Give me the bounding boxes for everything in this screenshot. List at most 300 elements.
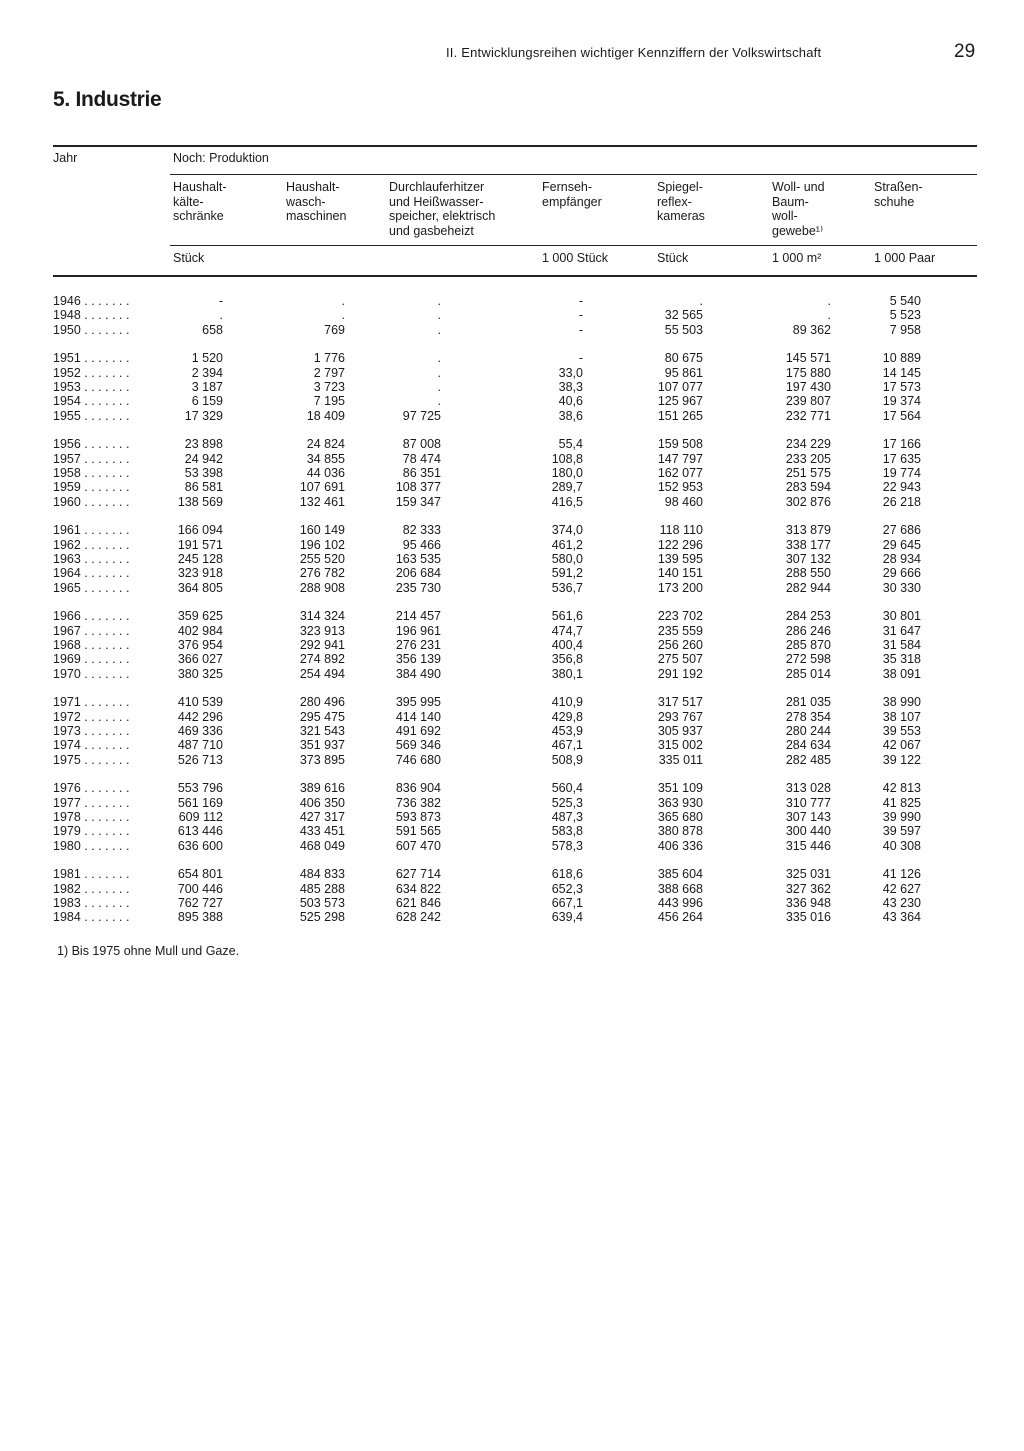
table-cell-schuhe: 17 573 — [882, 380, 921, 394]
column-header-gewebe: Woll- und Baum- woll- gewebe¹⁾ — [772, 180, 825, 238]
table-cell-schuhe: 38 990 — [882, 695, 921, 710]
table-cell-schuhe: 5 540 — [889, 294, 921, 308]
table-cell-kuehl: 553 796 — [177, 781, 223, 796]
table-cell-spiegel: 293 767 — [657, 709, 703, 724]
table-cell-kuehl: 166 094 — [177, 523, 223, 538]
table-cell-wasch: 503 573 — [299, 896, 345, 910]
row-year: 1967 . . . . . . . — [53, 623, 130, 638]
table-cell-durchlauf: 607 470 — [395, 838, 441, 853]
table-cell-durchlauf: . — [437, 394, 441, 409]
table-cell-kuehl: 658 — [202, 322, 223, 337]
table-cell-wasch: 2 797 — [313, 365, 345, 380]
table-cell-durchlauf: 395 995 — [395, 695, 441, 710]
table-cell-fernseh: 639,4 — [551, 910, 583, 925]
column-header-durchlauferhitzer: Durchlauferhitzer und Heißwasser- speicher, elektrisch und gasbeheizt — [389, 180, 496, 238]
unit-1000-paar: 1 000 Paar — [874, 251, 936, 265]
table-cell-durchlauf: 163 535 — [395, 552, 441, 566]
table-cell-durchlauf: 78 474 — [402, 451, 441, 466]
table-cell-fernseh: 618,6 — [551, 867, 583, 882]
table-cell-wasch: 321 543 — [299, 724, 345, 738]
table-cell-schuhe: 26 218 — [882, 494, 921, 509]
table-cell-schuhe: 17 166 — [882, 437, 921, 452]
page-number: 29 — [954, 41, 976, 62]
table-cell-woll: 307 132 — [785, 552, 831, 566]
table-header-bottom-rule — [53, 275, 977, 277]
table-cell-wasch: 314 324 — [299, 609, 345, 624]
table-cell-spiegel: 118 110 — [659, 523, 703, 538]
table-cell-fernseh: 580,0 — [551, 552, 583, 566]
table-cell-kuehl: 3 187 — [191, 380, 223, 394]
table-cell-woll: 233 205 — [785, 451, 831, 466]
table-cell-kuehl: 6 159 — [191, 394, 223, 409]
table-cell-spiegel: 256 260 — [657, 638, 703, 652]
table-cell-woll: 283 594 — [785, 480, 831, 495]
table-cell-kuehl: 364 805 — [177, 580, 223, 595]
row-year: 1982 . . . . . . . — [53, 881, 130, 896]
table-cell-spiegel: 456 264 — [657, 910, 703, 925]
table-cell-fernseh: 453,9 — [551, 724, 583, 738]
row-year: 1948 . . . . . . . — [53, 308, 130, 323]
table-cell-woll: 300 440 — [785, 824, 831, 839]
table-cell-kuehl: 613 446 — [177, 824, 223, 839]
table-cell-fernseh: 591,2 — [551, 566, 583, 581]
table-cell-durchlauf: 591 565 — [395, 824, 441, 839]
unit-1000-m2: 1 000 m² — [772, 251, 822, 265]
table-cell-kuehl: 359 625 — [177, 609, 223, 624]
table-cell-spiegel: 317 517 — [657, 695, 703, 710]
table-cell-wasch: . — [341, 308, 345, 323]
table-cell-durchlauf: 628 242 — [395, 910, 441, 925]
table-cell-wasch: 351 937 — [299, 738, 345, 753]
table-cell-woll: 285 014 — [785, 666, 831, 681]
table-cell-wasch: 292 941 — [299, 638, 345, 652]
table-cell-schuhe: 14 145 — [882, 365, 921, 380]
row-year: 1950 . . . . . . . — [53, 322, 130, 337]
table-cell-fernseh: 416,5 — [551, 494, 583, 509]
table-cell-spiegel: 385 604 — [657, 867, 703, 882]
table-cell-kuehl: 895 388 — [177, 910, 223, 925]
table-cell-fernseh: 180,0 — [551, 466, 583, 480]
table-cell-fernseh: 380,1 — [551, 666, 583, 681]
table-cell-kuehl: 53 398 — [184, 466, 223, 480]
table-cell-durchlauf: . — [437, 380, 441, 394]
table-cell-schuhe: 41 825 — [882, 795, 921, 810]
table-cell-woll: 286 246 — [785, 623, 831, 638]
row-year: 1970 . . . . . . . — [53, 666, 130, 681]
table-cell-wasch: 406 350 — [299, 795, 345, 810]
table-cell-durchlauf: 491 692 — [395, 724, 441, 738]
row-year: 1962 . . . . . . . — [53, 537, 130, 552]
row-year: 1954 . . . . . . . — [53, 394, 130, 409]
table-cell-wasch: 44 036 — [306, 466, 345, 480]
table-cell-fernseh: 536,7 — [551, 580, 583, 595]
row-year: 1971 . . . . . . . — [53, 695, 130, 710]
table-cell-woll: 284 253 — [785, 609, 831, 624]
table-cell-fernseh: 487,3 — [551, 810, 583, 824]
row-year: 1979 . . . . . . . — [53, 824, 130, 839]
table-cell-fernseh: 560,4 — [551, 781, 583, 796]
table-cell-kuehl: 86 581 — [184, 480, 223, 495]
table-cell-durchlauf: 82 333 — [402, 523, 441, 538]
table-cell-schuhe: 42 813 — [882, 781, 921, 796]
table-cell-schuhe: 31 647 — [882, 623, 921, 638]
table-cell-wasch: 107 691 — [299, 480, 345, 495]
table-cell-woll: . — [827, 308, 831, 323]
table-cell-woll: 197 430 — [785, 380, 831, 394]
table-cell-durchlauf: . — [437, 365, 441, 380]
table-cell-wasch: 525 298 — [299, 910, 345, 925]
group-header-rule — [170, 174, 977, 175]
table-cell-kuehl: 2 394 — [191, 365, 223, 380]
row-year: 1958 . . . . . . . — [53, 466, 130, 480]
table-cell-schuhe: 39 990 — [882, 810, 921, 824]
row-year: 1953 . . . . . . . — [53, 380, 130, 394]
table-cell-schuhe: 38 107 — [882, 709, 921, 724]
row-year: 1951 . . . . . . . — [53, 351, 130, 366]
table-cell-kuehl: 442 296 — [177, 709, 223, 724]
row-year: 1976 . . . . . . . — [53, 781, 130, 796]
table-cell-spiegel: 107 077 — [657, 380, 703, 394]
row-year: 1969 . . . . . . . — [53, 652, 130, 667]
table-cell-spiegel: 275 507 — [657, 652, 703, 667]
row-year: 1972 . . . . . . . — [53, 709, 130, 724]
row-year: 1983 . . . . . . . — [53, 896, 130, 910]
table-cell-woll: 325 031 — [785, 867, 831, 882]
row-year: 1984 . . . . . . . — [53, 910, 130, 925]
table-cell-fernseh: 667,1 — [551, 896, 583, 910]
table-cell-kuehl: 191 571 — [177, 537, 223, 552]
row-year: 1965 . . . . . . . — [53, 580, 130, 595]
table-cell-woll: 302 876 — [785, 494, 831, 509]
table-cell-schuhe: 39 597 — [882, 824, 921, 839]
table-cell-wasch: 288 908 — [299, 580, 345, 595]
row-year: 1959 . . . . . . . — [53, 480, 130, 495]
table-cell-spiegel: 388 668 — [657, 881, 703, 896]
table-cell-spiegel: 365 680 — [657, 810, 703, 824]
row-year: 1963 . . . . . . . — [53, 552, 130, 566]
table-cell-schuhe: 38 091 — [882, 666, 921, 681]
table-cell-kuehl: 380 325 — [177, 666, 223, 681]
table-cell-woll: . — [827, 294, 831, 308]
table-cell-wasch: 295 475 — [299, 709, 345, 724]
table-cell-kuehl: 23 898 — [184, 437, 223, 452]
table-cell-durchlauf: 235 730 — [395, 580, 441, 595]
table-cell-schuhe: 30 330 — [882, 580, 921, 595]
table-cell-durchlauf: 627 714 — [395, 867, 441, 882]
column-header-waschmaschinen: Haushalt- wasch- maschinen — [286, 180, 347, 223]
year-column-header: Jahr — [53, 151, 78, 165]
table-cell-woll: 335 016 — [785, 910, 831, 925]
table-cell-spiegel: 147 797 — [657, 451, 703, 466]
table-cell-fernseh: - — [578, 308, 583, 323]
row-year: 1956 . . . . . . . — [53, 437, 130, 452]
row-year: 1980 . . . . . . . — [53, 838, 130, 853]
table-cell-schuhe: 31 584 — [882, 638, 921, 652]
table-cell-spiegel: . — [699, 294, 703, 308]
table-cell-durchlauf: 159 347 — [395, 494, 441, 509]
table-cell-durchlauf: 736 382 — [395, 795, 441, 810]
table-cell-wasch: 254 494 — [299, 666, 345, 681]
table-cell-wasch: 276 782 — [299, 566, 345, 581]
table-cell-durchlauf: 86 351 — [402, 466, 441, 480]
table-cell-durchlauf: . — [437, 322, 441, 337]
table-cell-schuhe: 28 934 — [882, 552, 921, 566]
table-cell-kuehl: 376 954 — [177, 638, 223, 652]
table-cell-woll: 310 777 — [785, 795, 831, 810]
table-cell-schuhe: 27 686 — [882, 523, 921, 538]
table-cell-wasch: 484 833 — [299, 867, 345, 882]
table-cell-kuehl: 487 710 — [177, 738, 223, 753]
table-cell-kuehl: 402 984 — [177, 623, 223, 638]
table-cell-schuhe: 10 889 — [882, 351, 921, 366]
table-cell-durchlauf: 196 961 — [395, 623, 441, 638]
group-header: Noch: Produktion — [173, 151, 269, 165]
table-cell-wasch: 280 496 — [299, 695, 345, 710]
table-cell-durchlauf: 621 846 — [395, 896, 441, 910]
row-year: 1957 . . . . . . . — [53, 451, 130, 466]
table-cell-fernseh: 578,3 — [551, 838, 583, 853]
table-cell-wasch: 255 520 — [299, 552, 345, 566]
table-cell-wasch: 468 049 — [299, 838, 345, 853]
table-cell-schuhe: 43 364 — [882, 910, 921, 925]
table-cell-schuhe: 5 523 — [889, 308, 921, 323]
table-cell-kuehl: 526 713 — [177, 752, 223, 767]
table-cell-fernseh: 474,7 — [551, 623, 583, 638]
table-cell-fernseh: 55,4 — [558, 437, 583, 452]
table-cell-wasch: 1 776 — [313, 351, 345, 366]
row-year: 1981 . . . . . . . — [53, 867, 130, 882]
table-cell-fernseh: 410,9 — [551, 695, 583, 710]
table-cell-schuhe: 7 958 — [889, 322, 921, 337]
running-title: II. Entwicklungsreihen wichtiger Kennziffern der Volkswirtschaft — [446, 45, 822, 60]
table-cell-schuhe: 19 374 — [882, 394, 921, 409]
units-top-rule — [170, 245, 977, 246]
table-cell-durchlauf: 384 490 — [395, 666, 441, 681]
table-cell-kuehl: 410 539 — [177, 695, 223, 710]
table-cell-kuehl: 469 336 — [177, 724, 223, 738]
row-year: 1977 . . . . . . . — [53, 795, 130, 810]
table-cell-spiegel: 151 265 — [657, 408, 703, 423]
table-cell-schuhe: 40 308 — [882, 838, 921, 853]
table-cell-woll: 307 143 — [785, 810, 831, 824]
table-cell-fernseh: 40,6 — [558, 394, 583, 409]
table-cell-woll: 336 948 — [785, 896, 831, 910]
table-cell-wasch: 427 317 — [299, 810, 345, 824]
table-cell-schuhe: 35 318 — [882, 652, 921, 667]
table-cell-woll: 89 362 — [792, 322, 831, 337]
table-cell-woll: 288 550 — [785, 566, 831, 581]
table-cell-fernseh: 508,9 — [551, 752, 583, 767]
table-cell-fernseh: - — [578, 294, 583, 308]
table-cell-spiegel: 122 296 — [657, 537, 703, 552]
table-cell-durchlauf: 746 680 — [395, 752, 441, 767]
table-cell-kuehl: . — [219, 308, 223, 323]
table-cell-wasch: 3 723 — [313, 380, 345, 394]
table-cell-woll: 251 575 — [785, 466, 831, 480]
table-cell-spiegel: 95 861 — [664, 365, 703, 380]
table-cell-woll: 284 634 — [785, 738, 831, 753]
table-cell-spiegel: 162 077 — [657, 466, 703, 480]
table-cell-wasch: 196 102 — [299, 537, 345, 552]
table-cell-kuehl: 245 128 — [177, 552, 223, 566]
column-header-kuehlschraenke: Haushalt- kälte- schränke — [173, 180, 227, 223]
table-cell-schuhe: 17 564 — [882, 408, 921, 423]
table-cell-durchlauf: . — [437, 294, 441, 308]
table-top-rule — [53, 145, 977, 147]
table-cell-spiegel: 443 996 — [657, 896, 703, 910]
table-cell-woll: 338 177 — [785, 537, 831, 552]
table-cell-fernseh: 289,7 — [551, 480, 583, 495]
table-cell-woll: 313 879 — [785, 523, 831, 538]
table-cell-kuehl: 323 918 — [177, 566, 223, 581]
table-cell-durchlauf: 356 139 — [395, 652, 441, 667]
table-cell-spiegel: 335 011 — [658, 752, 703, 767]
table-cell-wasch: 132 461 — [299, 494, 345, 509]
table-cell-spiegel: 55 503 — [664, 322, 703, 337]
table-cell-wasch: 274 892 — [299, 652, 345, 667]
table-cell-schuhe: 43 230 — [882, 896, 921, 910]
table-cell-durchlauf: 593 873 — [395, 810, 441, 824]
table-cell-fernseh: 400,4 — [551, 638, 583, 652]
table-cell-kuehl: 561 169 — [177, 795, 223, 810]
table-cell-durchlauf: 634 822 — [395, 881, 441, 896]
table-cell-spiegel: 291 192 — [657, 666, 703, 681]
table-cell-fernseh: 356,8 — [551, 652, 583, 667]
table-cell-woll: 145 571 — [785, 351, 831, 366]
table-cell-spiegel: 223 702 — [657, 609, 703, 624]
table-cell-kuehl: 636 600 — [177, 838, 223, 853]
table-cell-wasch: 24 824 — [306, 437, 345, 452]
table-cell-durchlauf: 836 904 — [395, 781, 441, 796]
table-cell-schuhe: 17 635 — [882, 451, 921, 466]
table-cell-spiegel: 315 002 — [657, 738, 703, 753]
table-cell-durchlauf: . — [437, 351, 441, 366]
table-cell-woll: 278 354 — [785, 709, 831, 724]
table-cell-fernseh: - — [578, 351, 583, 366]
row-year: 1955 . . . . . . . — [53, 408, 130, 423]
table-cell-durchlauf: 206 684 — [395, 566, 441, 581]
column-header-strassenschuhe: Straßen- schuhe — [874, 180, 923, 209]
table-cell-schuhe: 42 627 — [882, 881, 921, 896]
table-cell-durchlauf: 414 140 — [395, 709, 441, 724]
table-cell-durchlauf: 214 457 — [395, 609, 441, 624]
table-cell-woll: 232 771 — [785, 408, 831, 423]
table-cell-spiegel: 173 200 — [657, 580, 703, 595]
table-cell-schuhe: 30 801 — [882, 609, 921, 624]
table-cell-woll: 313 028 — [785, 781, 831, 796]
table-cell-fernseh: 33,0 — [558, 365, 583, 380]
table-cell-spiegel: 139 595 — [657, 552, 703, 566]
column-header-spiegelreflexkameras: Spiegel- reflex- kameras — [657, 180, 705, 223]
table-cell-schuhe: 39 553 — [882, 724, 921, 738]
table-cell-durchlauf: 276 231 — [395, 638, 441, 652]
table-cell-kuehl: 609 112 — [178, 810, 223, 824]
unit-stueck-kameras: Stück — [657, 251, 689, 265]
table-cell-spiegel: 406 336 — [657, 838, 703, 853]
table-cell-woll: 239 807 — [785, 394, 831, 409]
table-cell-fernseh: 467,1 — [551, 738, 583, 753]
table-cell-woll: 327 362 — [785, 881, 831, 896]
table-cell-schuhe: 29 666 — [882, 566, 921, 581]
table-cell-woll: 285 870 — [785, 638, 831, 652]
column-header-fernsehempfaenger: Fernseh- empfänger — [542, 180, 602, 209]
table-cell-woll: 175 880 — [785, 365, 831, 380]
table-cell-kuehl: 24 942 — [184, 451, 223, 466]
table-cell-wasch: 7 195 — [313, 394, 345, 409]
row-year: 1961 . . . . . . . — [53, 523, 130, 538]
table-cell-schuhe: 39 122 — [882, 752, 921, 767]
table-cell-durchlauf: . — [437, 308, 441, 323]
table-cell-kuehl: 700 446 — [177, 881, 223, 896]
table-cell-kuehl: 366 027 — [177, 652, 223, 667]
table-cell-fernseh: 38,6 — [558, 408, 583, 423]
table-cell-woll: 282 944 — [785, 580, 831, 595]
table-cell-schuhe: 22 943 — [882, 480, 921, 495]
row-year: 1960 . . . . . . . — [53, 494, 130, 509]
table-cell-spiegel: 125 967 — [657, 394, 703, 409]
table-cell-durchlauf: 97 725 — [402, 408, 441, 423]
table-cell-spiegel: 152 953 — [657, 480, 703, 495]
table-cell-woll: 315 446 — [785, 838, 831, 853]
table-cell-spiegel: 305 937 — [657, 724, 703, 738]
table-cell-fernseh: 652,3 — [551, 881, 583, 896]
row-year: 1946 . . . . . . . — [53, 294, 130, 308]
row-year: 1974 . . . . . . . — [53, 738, 130, 753]
table-cell-kuehl: 1 520 — [191, 351, 223, 366]
table-cell-woll: 272 598 — [785, 652, 831, 667]
row-year: 1964 . . . . . . . — [53, 566, 130, 581]
table-cell-kuehl: 138 569 — [177, 494, 223, 509]
table-cell-wasch: 373 895 — [299, 752, 345, 767]
table-cell-fernseh: 583,8 — [551, 824, 583, 839]
table-cell-kuehl: 654 801 — [177, 867, 223, 882]
row-year: 1975 . . . . . . . — [53, 752, 130, 767]
table-cell-fernseh: 108,8 — [551, 451, 583, 466]
row-year: 1952 . . . . . . . — [53, 365, 130, 380]
table-cell-spiegel: 380 878 — [657, 824, 703, 839]
table-cell-durchlauf: 569 346 — [395, 738, 441, 753]
unit-1000-stueck: 1 000 Stück — [542, 251, 609, 265]
table-cell-fernseh: 38,3 — [558, 380, 583, 394]
table-cell-spiegel: 80 675 — [664, 351, 703, 366]
table-cell-schuhe: 19 774 — [882, 466, 921, 480]
section-title: 5. Industrie — [53, 88, 162, 111]
table-cell-woll: 282 485 — [785, 752, 831, 767]
table-cell-wasch: . — [341, 294, 345, 308]
table-cell-wasch: 433 451 — [299, 824, 345, 839]
table-cell-wasch: 389 616 — [299, 781, 345, 796]
table-cell-fernseh: - — [578, 322, 583, 337]
row-year: 1973 . . . . . . . — [53, 724, 130, 738]
table-cell-spiegel: 235 559 — [657, 623, 703, 638]
table-cell-woll: 281 035 — [785, 695, 831, 710]
table-cell-wasch: 160 149 — [299, 523, 345, 538]
table-cell-fernseh: 374,0 — [551, 523, 583, 538]
table-cell-schuhe: 42 067 — [882, 738, 921, 753]
table-cell-fernseh: 429,8 — [551, 709, 583, 724]
table-cell-spiegel: 351 109 — [657, 781, 703, 796]
table-cell-wasch: 34 855 — [306, 451, 345, 466]
row-year: 1968 . . . . . . . — [53, 638, 130, 652]
table-cell-spiegel: 98 460 — [664, 494, 703, 509]
table-cell-durchlauf: 95 466 — [402, 537, 441, 552]
row-year: 1978 . . . . . . . — [53, 810, 130, 824]
table-cell-durchlauf: 87 008 — [402, 437, 441, 452]
table-cell-schuhe: 41 126 — [882, 867, 921, 882]
table-cell-fernseh: 461,2 — [551, 537, 583, 552]
table-cell-fernseh: 561,6 — [551, 609, 583, 624]
table-cell-kuehl: - — [218, 294, 223, 308]
